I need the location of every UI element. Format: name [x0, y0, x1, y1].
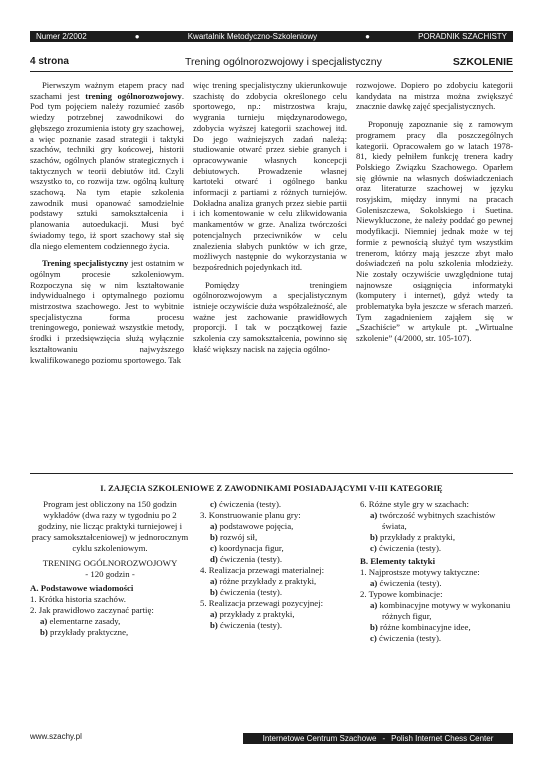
list-subitem: a) kombinacyjne motywy w wykonaniu różnych figur, — [370, 600, 511, 621]
bottom-bar — [243, 733, 513, 744]
list-subitem: a) różne przykłady z praktyki, — [210, 576, 317, 586]
footer-org-en: Polish Internet Chess Center — [391, 734, 494, 743]
article-column-2 — [193, 80, 347, 362]
list-item: 2. Typowe kombinacje: — [360, 589, 443, 599]
page-header — [30, 56, 513, 70]
paragraph: Pomiędzy treningiem ogólnorozwojowym a specjalistycznym istnieje oczywiście duża współzależność, ale ważne jest zachowanie prawidłowych proporcji. I tak w początkowej fazie szkolenia czy samokształcenia, powinno się kłaść większy nacisk na zajęcia ogólno- — [193, 279, 347, 354]
list-subitem: c) ćwiczenia (testy). — [210, 499, 282, 509]
list-subitem: a) przykłady z praktyki, — [210, 609, 295, 619]
section-tag: SZKOLENIE — [452, 56, 513, 68]
list-item: 1. Najprostsze motywy taktyczne: — [360, 567, 480, 577]
list-subitem: a) podstawowe pojęcia, — [210, 521, 294, 531]
article-column-3 — [356, 80, 513, 351]
magazine-name: Kwartalnik Metodyczno-Szkoleniowy — [187, 32, 318, 41]
section-heading: B. Elementy taktyki — [360, 556, 436, 566]
list-subitem: b) ćwiczenia (testy). — [210, 587, 283, 597]
site-url: www.szachy.pl — [30, 732, 82, 741]
program-column-3 — [360, 499, 513, 644]
list-subitem: c) ćwiczenia (testy). — [370, 633, 442, 643]
program-column-1 — [30, 499, 190, 638]
list-subitem: c) koordynacja figur, — [210, 543, 284, 553]
bullet-icon: ● — [365, 32, 371, 41]
list-item: 4. Realizacja przewagi materialnej: — [200, 565, 325, 575]
footer-org-pl: Internetowe Centrum Szachowe — [262, 734, 377, 743]
program-column-2 — [200, 499, 355, 631]
list-subitem: b) rozwój sił, — [210, 532, 258, 542]
term-bold: trening ogólnorozwojowy — [85, 90, 182, 101]
program-heading: TRENING OGÓLNOROZWOJOWY — [42, 558, 178, 568]
footer-separator: - — [382, 734, 386, 743]
article-column-1 — [30, 80, 184, 372]
program-intro: Program jest obliczony na 150 godzin wykładów (dwa razy w tygodniu po 2 godziny, nie licząc praktyki turniejowej i pracy samokształceniowej) w jednorocznym cyklu szkoleniowym. — [31, 499, 189, 553]
list-item: 1. Krótka historia szachów. — [30, 594, 126, 604]
term-bold: Trening specjalistyczny — [42, 258, 129, 269]
program-hours: - 120 godzin - — [85, 569, 135, 579]
page-number: 4 strona — [30, 56, 69, 67]
paragraph: Pierwszym ważnym etapem pracy nad szachami jest trening ogólnorozwojowy. Pod tym pojęciem należy rozumieć zasób wiedzy potrzebnej zawodnikowi do głębszego zrozumienia istoty gry szachowej, a więc poznanie zasad strategii i taktyki szachów, techniki gry końcowej, historii szachów, ogólnych planów strategicznych i taktycznych w teorii debiutów itd. Czyli wszystko to, co rozwija tzw. ogólną kulturę szachową. Na tym etapie szkolenia zawodnik musi opanować samodzielnie podstawy sztuki samokształcenia i planowania autoedukacji. Musi być świadomy tego, iż sport szachowy stał się dla niego elementem codziennego życia. — [30, 80, 184, 251]
paragraph: Proponuję zapoznanie się z ramowym programem pracy dla poszczególnych kategorii. Opracowałem go w latach 1978-81, kiedy pełniłem funkcję trenera kadry Polskiego Związku Szachowego. Oparłem się głównie na własnych doświadczeniach oraz literaturze szachowej w języku rosyjskim, między innymi na pracach Goleniszczewa, Sokolskiego i Suetina. Niewykluczone, że należy poddać go pewnej modyfikacji. Niemniej jednak może w tej formie z pewnością służyć tym wszystkim trenerom, którzy mają jeszcze zbyt mało doświadczeń na polu szkolenia młodzieży. Nie zostały oczywiście uwzględnione tutaj najnowsze osiągnięcia informatyki (komputery i internet), gdyż wtedy ta problematyka była jeszcze w sferach marzeń. Tym zagadnieniem zająłem się w „Szachiście” w artykule pt. „Wirtualne szkolenie” (4/2000, str. 105-107). — [356, 119, 513, 344]
program-title: I. ZAJĘCIA SZKOLENIOWE Z ZAWODNIKAMI POSIADAJĄCYMI V-III KATEGORIĘ — [100, 483, 443, 493]
list-item: 3. Konstruowanie planu gry: — [200, 510, 301, 520]
header-rule — [30, 71, 513, 72]
list-subitem: d) ćwiczenia (testy). — [210, 554, 283, 564]
paragraph: Trening specjalistyczny jest ostatnim w ogólnym procesie szkoleniowym. Rozpoczyna się w nim kształtowanie indywidualnego i optymalnego poziomu mistrzostwa szachowego. Jest to wybitnie specjalistyczna forma procesu treningowego, ponieważ wszystkie metody, środki i przedsięwzięcia służą wyłącznie kształtowaniu najwyższego kwalifikowanego poziomu sportowego. Tak — [30, 258, 184, 365]
magazine-title: PORADNIK SZACHISTY — [418, 32, 507, 41]
list-subitem: b) różne kombinacyjne idee, — [370, 622, 471, 632]
issue-number: Numer 2/2002 — [36, 32, 87, 41]
list-subitem: c) ćwiczenia (testy). — [370, 543, 442, 553]
section-heading: A. Podstawowe wiadomości — [30, 583, 134, 593]
list-subitem: a) ćwiczenia (testy). — [370, 578, 442, 588]
list-item: 2. Jak prawidłowo zaczynać partię: — [30, 605, 154, 615]
section-rule — [30, 473, 513, 474]
paragraph: więc trening specjalistyczny ukierunkowuje szachistę do zdobycia określonego celu sportowego, np.: mistrzostwa kraju, wygrania turnieju międzynarodowego, zdobycia wyższej kategorii szachowej itd. Do jego ważniejszych zadań należą: studiowanie otwarć przez siebie granych i opracowywanie własnych koncepcji debiutowych. Prowadzenie własnej kartoteki otwarć i ogólnego banku informacji z partiami z różnych turniejów. Dokładna analiza granych przez siebie partii i ich komentowanie w celu zlikwidowania mankamentów w grze. Analiza twórczości potencjalnych przeciwników w celu znalezienia słabych punktów w ich grze, możliwych następnie do wykorzystania w bezpośrednich pojedynkach itd. — [193, 80, 347, 272]
list-subitem: b) przykłady praktyczne, — [40, 627, 129, 637]
paragraph: rozwojowe. Dopiero po zdobyciu kategorii kandydata na mistrza można zwiększyć znacznie dawkę zajęć specjalistycznych. — [356, 80, 513, 112]
list-item: 6. Różne style gry w szachach: — [360, 499, 469, 509]
bullet-icon: ● — [134, 32, 140, 41]
section-title: Trening ogólnorozwojowy i specjalistyczny — [185, 56, 382, 68]
list-subitem: a) elementarne zasady, — [40, 616, 121, 626]
list-subitem: b) ćwiczenia (testy). — [210, 620, 283, 630]
list-subitem: b) przykłady z praktyki, — [370, 532, 456, 542]
top-bar — [30, 31, 513, 42]
list-item: 5. Realizacja przewagi pozycyjnej: — [200, 598, 324, 608]
list-subitem: a) twórczość wybitnych szachistów świata, — [370, 510, 496, 531]
